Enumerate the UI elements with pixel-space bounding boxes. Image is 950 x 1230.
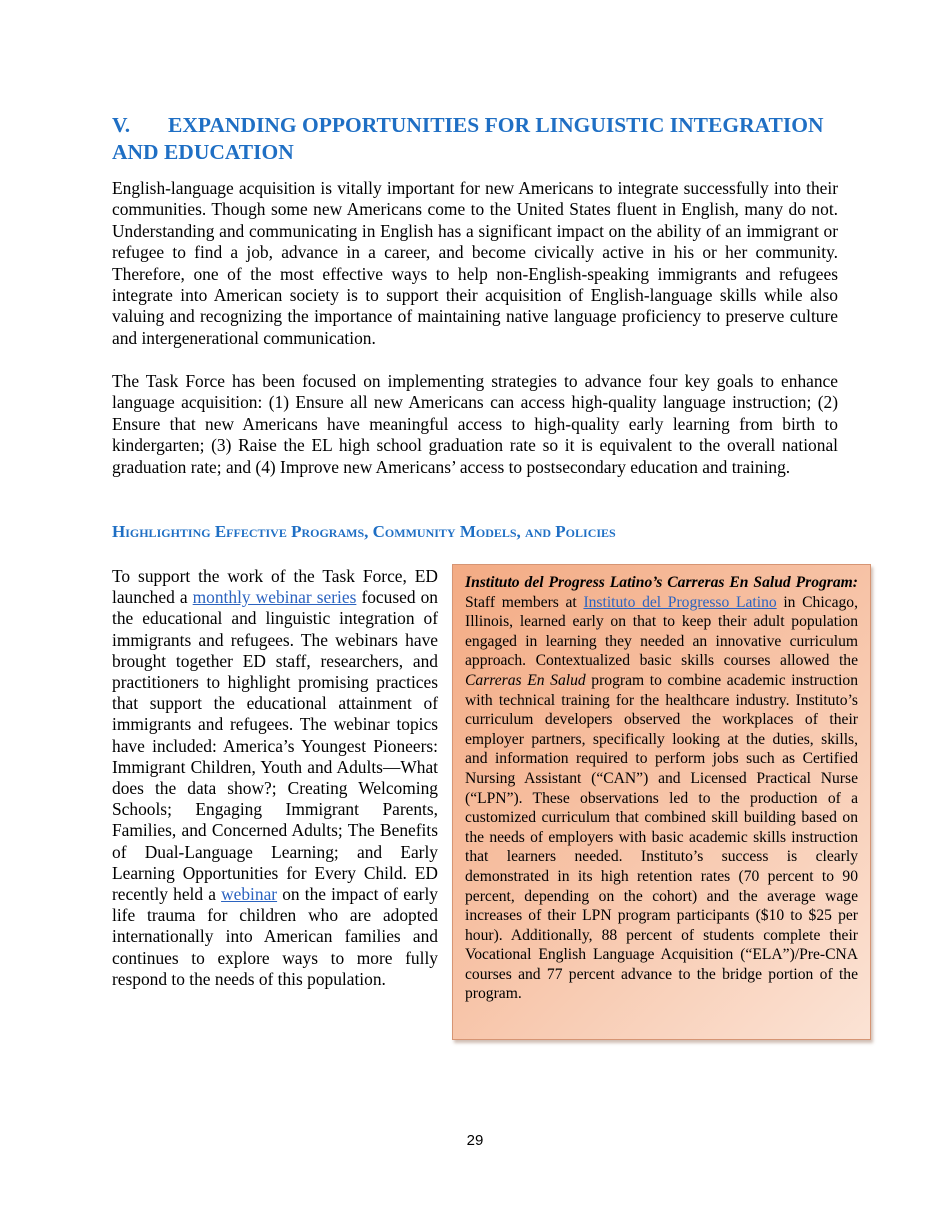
callout-title: Instituto del Progress Latino’s Carreras En Salud Program: bbox=[465, 574, 858, 591]
callout-emphasis: Carreras En Salud bbox=[465, 671, 586, 689]
section-title: EXPANDING OPPORTUNITIES FOR LINGUISTIC INTEGRATION AND EDUCATION bbox=[112, 113, 824, 164]
callout-text-1: Staff members at bbox=[465, 593, 584, 611]
webinar-text-2: focused on the educational and linguistic integration of immigrants and refugees. The webinars have brought together ED staff, researchers, and practitioners to highlight promising practices that support the educational attainment of immigrants and refugees. The webinar topics have included: America’s Youngest Pioneers: Immigrant Children, Youth and Adults—What does the data show?; Creating Welcoming Schools; Engaging Immigrant Parents, Families, and Concerned Adults; The Benefits of Dual-Language Learning; and Early Learning Opportunities for Every Child. ED recently held a bbox=[112, 587, 438, 905]
webinar-paragraph bbox=[112, 566, 438, 990]
section-number: V. bbox=[112, 113, 131, 137]
page-number: 29 bbox=[466, 1132, 484, 1149]
callout-text-2: in Chicago, Illinois, learned early on that to keep their adult population engaged in learning they needed an innovative curriculum approach. Contextualized basic skills courses allowed the bbox=[465, 593, 858, 670]
callout-text-3: program to combine academic instruction with technical training for the healthcare industry. Instituto’s curriculum developers observed the workplaces of their employer partners, specifically looking at the duties, skills, and information required to perform jobs such as Certified Nursing Assistant (“CAN”) and Licensed Practical Nurse (“LPN”). These observations led to the production of a customized curriculum that combined skill building based on the needs of employers with basic academic skills instruction that learners needed. Instituto’s success is clearly demonstrated in its high retention rates (70 percent to 90 percent, depending on the cohort) and the average wage increases of their LPN program participants ($10 to $25 per hour). Additionally, 88 percent of students complete their Vocational English Language Acquisition (“ELA”)/Pre-CNA courses and 77 percent advance to the bridge portion of the program. bbox=[465, 671, 858, 1003]
program-callout-box bbox=[452, 564, 871, 1040]
subheading: Highlighting Effective Programs, Community Models, and Policies bbox=[112, 522, 616, 541]
webinar-text-1: To support the work of the Task Force, ED launched a bbox=[112, 566, 438, 608]
webinar-link[interactable]: webinar bbox=[221, 884, 278, 905]
instituto-link[interactable]: Instituto del Progresso Latino bbox=[583, 593, 777, 611]
section-heading bbox=[112, 112, 842, 166]
callout-text bbox=[465, 573, 858, 1004]
intro-paragraph: English-language acquisition is vitally important for new Americans to integrate successfully into their communities. Though some new Americans come to the United States fluent in English, many do not. Understanding and communicating in English has a significant impact on the ability of an immigrant or refugee to find a job, advance in a career, and become civically active in his or her community. Therefore, one of the most effective ways to help non-English-speaking immigrants and refugees integrate into American society is to support their acquisition of English-language skills while also valuing and recognizing the importance of maintaining native language proficiency to preserve culture and intergenerational communication. bbox=[112, 178, 838, 348]
monthly-webinar-series-link[interactable]: monthly webinar series bbox=[192, 587, 357, 608]
goals-paragraph: The Task Force has been focused on implementing strategies to advance four key goals to enhance language acquisition: (1) Ensure all new Americans can access high-quality language instruction; (2) Ensure that new Americans have meaningful access to high-quality early learning from birth to kindergarten; (3) Raise the EL high school graduation rate so it is equivalent to the overall national graduation rate; and (4) Improve new Americans’ access to postsecondary education and training. bbox=[112, 371, 838, 477]
webinar-text-3: on the impact of early life trauma for children who are adopted internationally into American families and continues to explore ways to more fully respond to the needs of this population. bbox=[112, 884, 438, 989]
